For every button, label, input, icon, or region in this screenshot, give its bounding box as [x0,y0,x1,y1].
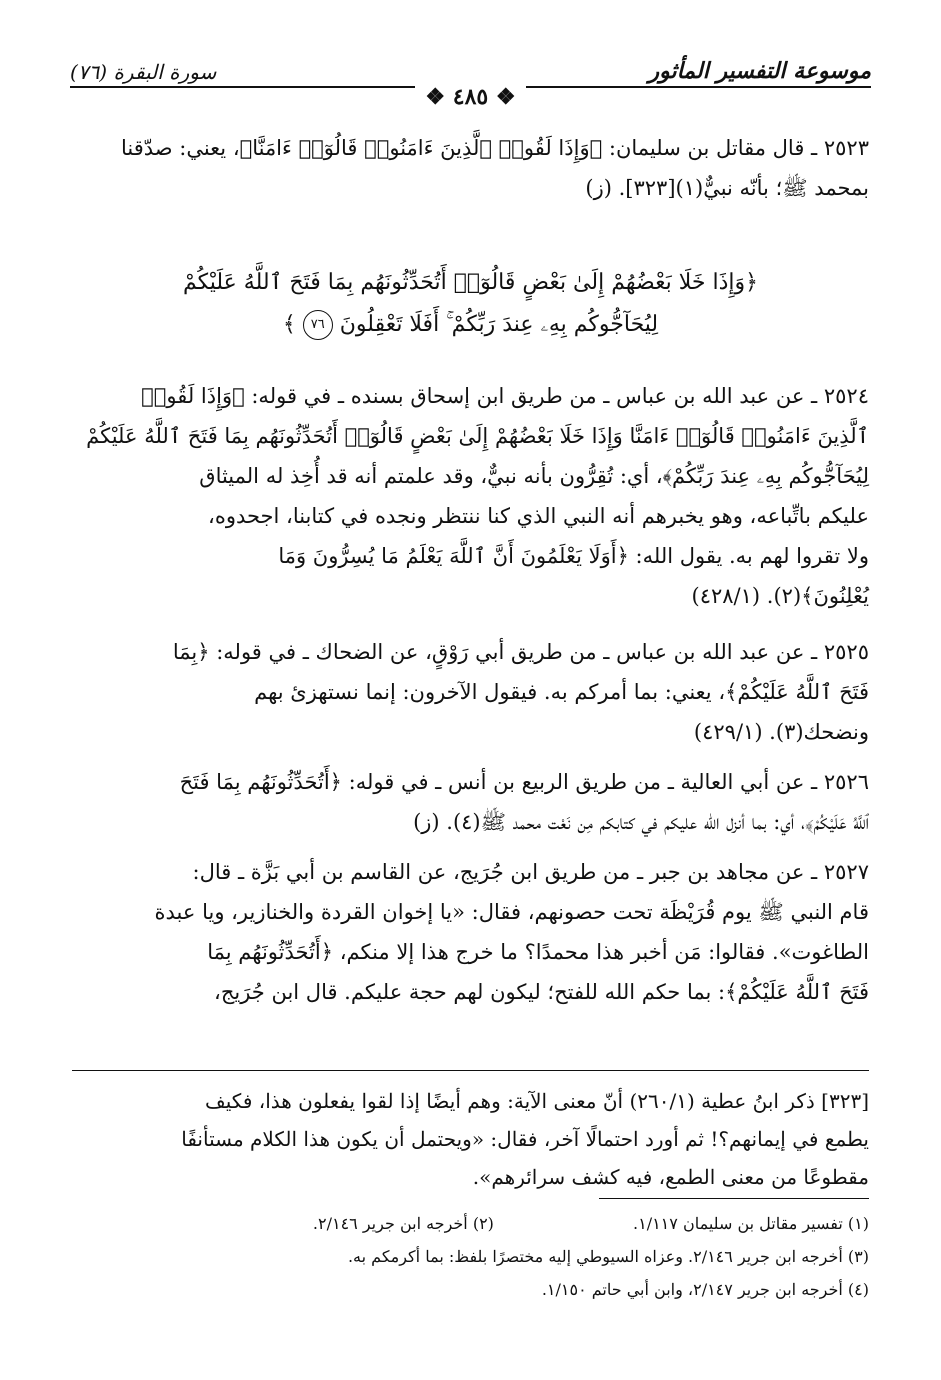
ornament-right-icon: ❖ [495,84,516,110]
verse-line-1: ﴿وَإِذَا خَلَا بَعْضُهُمْ إِلَىٰ بَعْضٍ قَالُوٓا۟ أَتُحَدِّثُونَهُم بِمَا فَتَحَ ٱللَّهُ عَلَيْكُمْ [182,270,759,295]
entry-line: ونضحك(٣). (٤٢٩/١) [693,720,869,744]
commentary-separator [72,1070,869,1071]
entry-line: لِيُحَآجُّوكُم بِهِۦ عِندَ رَبِّكُمْ﴾، أي: تُقِرُّون بأنه نبيٌّ، وقد علمتم أنه قد أُخِذ له الميثاق [199,464,869,488]
entry-line: فَتَحَ ٱللَّهُ عَلَيْكُمْ﴾، يعني: بما أمركم به. فيقول الآخرون: إنما نستهزئ بهم [254,680,869,704]
entry-2525 [72,632,869,752]
entry-2527 [72,852,869,1012]
commentary-line: [٣٢٣] ذكر ابنُ عطية (٢٦٠/١) أنّ معنى الآية: وهم أيضًا إذا لقوا يفعلون هذا، فكيف [205,1089,869,1113]
entry-line: ٢٥٢٦ ـ عن أبي العالية ـ من طريق الربيع بن أنس ـ في قوله: ﴿أَتُحَدِّثُونَهُم بِمَا فَتَحَ [179,770,869,794]
footnote-row-1 [72,1212,869,1236]
footnote-3: (٣) أخرجه ابن جرير ٢/١٤٦. وعزاه السيوطي إليه مختصرًا بلفظ: بما أكرمكم به. [347,1247,869,1266]
ornament-left-icon: ❖ [425,84,446,110]
quran-verse [90,262,851,346]
entry-line: بمحمد ﷺ؛ بأنّه نبيٌّ(١)[٣٢٣]. (ز) [585,176,869,200]
commentary-note [72,1082,869,1196]
entry-line: عليكم باتِّباعه، وهو يخبرهم أنه النبي الذي كنا ننتظر ونجده في كتابنا، اجحدوه، [208,504,869,528]
surah-label: سورة البقرة (٧٦) [70,60,217,84]
commentary-line: يطمع في إيمانهم؟! ثم أورد احتمالًا آخر، فقال: «ويحتمل أن يكون هذا الكلام مستأنفًا [181,1127,869,1151]
ayah-number: ٧٦ [303,310,333,340]
entry-line: فَتَحَ ٱللَّهُ عَلَيْكُمْ﴾: بما حكم الله للفتح؛ ليكون لهم حجة عليكم. قال ابن جُرَيج، [214,980,869,1004]
entry-2526 [72,762,869,842]
verse-line-2: لِيُحَآجُّوكُم بِهِۦ عِندَ رَبِّكُمْ ۚ أَفَلَا تَعْقِلُونَ [339,312,659,337]
entry-line: يُعْلِنُونَ﴾(٢). (٤٢٨/١) [691,584,869,608]
book-title: موسوعة التفسير المأثور [648,58,871,84]
commentary-line: مقطوعًا من معنى الطمع، فيه كشف سرائرهم». [472,1165,869,1189]
verse-close: ﴾ [282,312,296,337]
entry-line: ٢٥٢٣ ـ قال مقاتل بن سليمان: ﴿وَإِذَا لَقُوا۟ ٱلَّذِينَ ءَامَنُوا۟ قَالُوٓا۟ ءَامَنَّا﴾، يعني: صدّقنا [120,136,869,160]
entry-line: ٢٥٢٥ ـ عن عبد الله بن عباس ـ من طريق أبي رَوْقٍ، عن الضحاك ـ في قوله: ﴿بِمَا [172,640,869,664]
entry-line: الطاغوت». فقالوا: مَن أخبر هذا محمدًا؟ ما خرج هذا إلا منكم، ﴿أَتُحَدِّثُونَهُم بِمَا [207,940,869,964]
footnote-4: (٤) أخرجه ابن جرير ٢/١٤٧، وابن أبي حاتم ١/١٥٠. [541,1280,869,1299]
footnote-separator [599,1198,869,1199]
entry-line: ولا تقروا لهم به. يقول الله: ﴿أَوَلَا يَعْلَمُونَ أَنَّ ٱللَّهَ يَعْلَمُ مَا يُسِرُّونَ وَمَا [278,544,869,568]
page-number-wrap [0,84,941,110]
footnote-2: (٢) أخرجه ابن جرير ٢/١٤٦. [312,1214,494,1233]
page-number: ٤٨٥ [452,84,489,110]
entry-line: قام النبي ﷺ يوم قُرَيْظَة تحت حصونهم، فقال: «يا إخوان القردة والخنازير، ويا عبدة [154,900,869,924]
entry-2524 [72,376,869,616]
footnote-1: (١) تفسير مقاتل بن سليمان ١/١١٧. [633,1214,869,1233]
entry-line: ٱلَّذِينَ ءَامَنُوا۟ قَالُوٓا۟ ءَامَنَّا وَإِذَا خَلَا بَعْضُهُمْ إِلَىٰ بَعْضٍ قَالُوٓا۟ أَتُحَدِّثُونَهُم بِمَا فَتَحَ ٱللَّهُ عَلَيْكُمْ [86,424,869,448]
entry-line: ٢٥٢٧ ـ عن مجاهد بن جبر ـ من طريق ابن جُرَيج، عن القاسم بن أبي بَزَّة ـ قال: [192,860,869,884]
entry-2523 [72,128,869,208]
entry-line: ٱللَّهُ عَلَيْكُمْ﴾، أي: بما أنزل الله عليكم في كتابكم مِن نَعْت محمد ﷺ(٤). (ز) [413,810,869,834]
verse-line-2-wrap [90,304,851,346]
entry-line: ٢٥٢٤ ـ عن عبد الله بن عباس ـ من طريق ابن إسحاق بسنده ـ في قوله: ﴿وَإِذَا لَقُوا۟ [141,384,869,408]
